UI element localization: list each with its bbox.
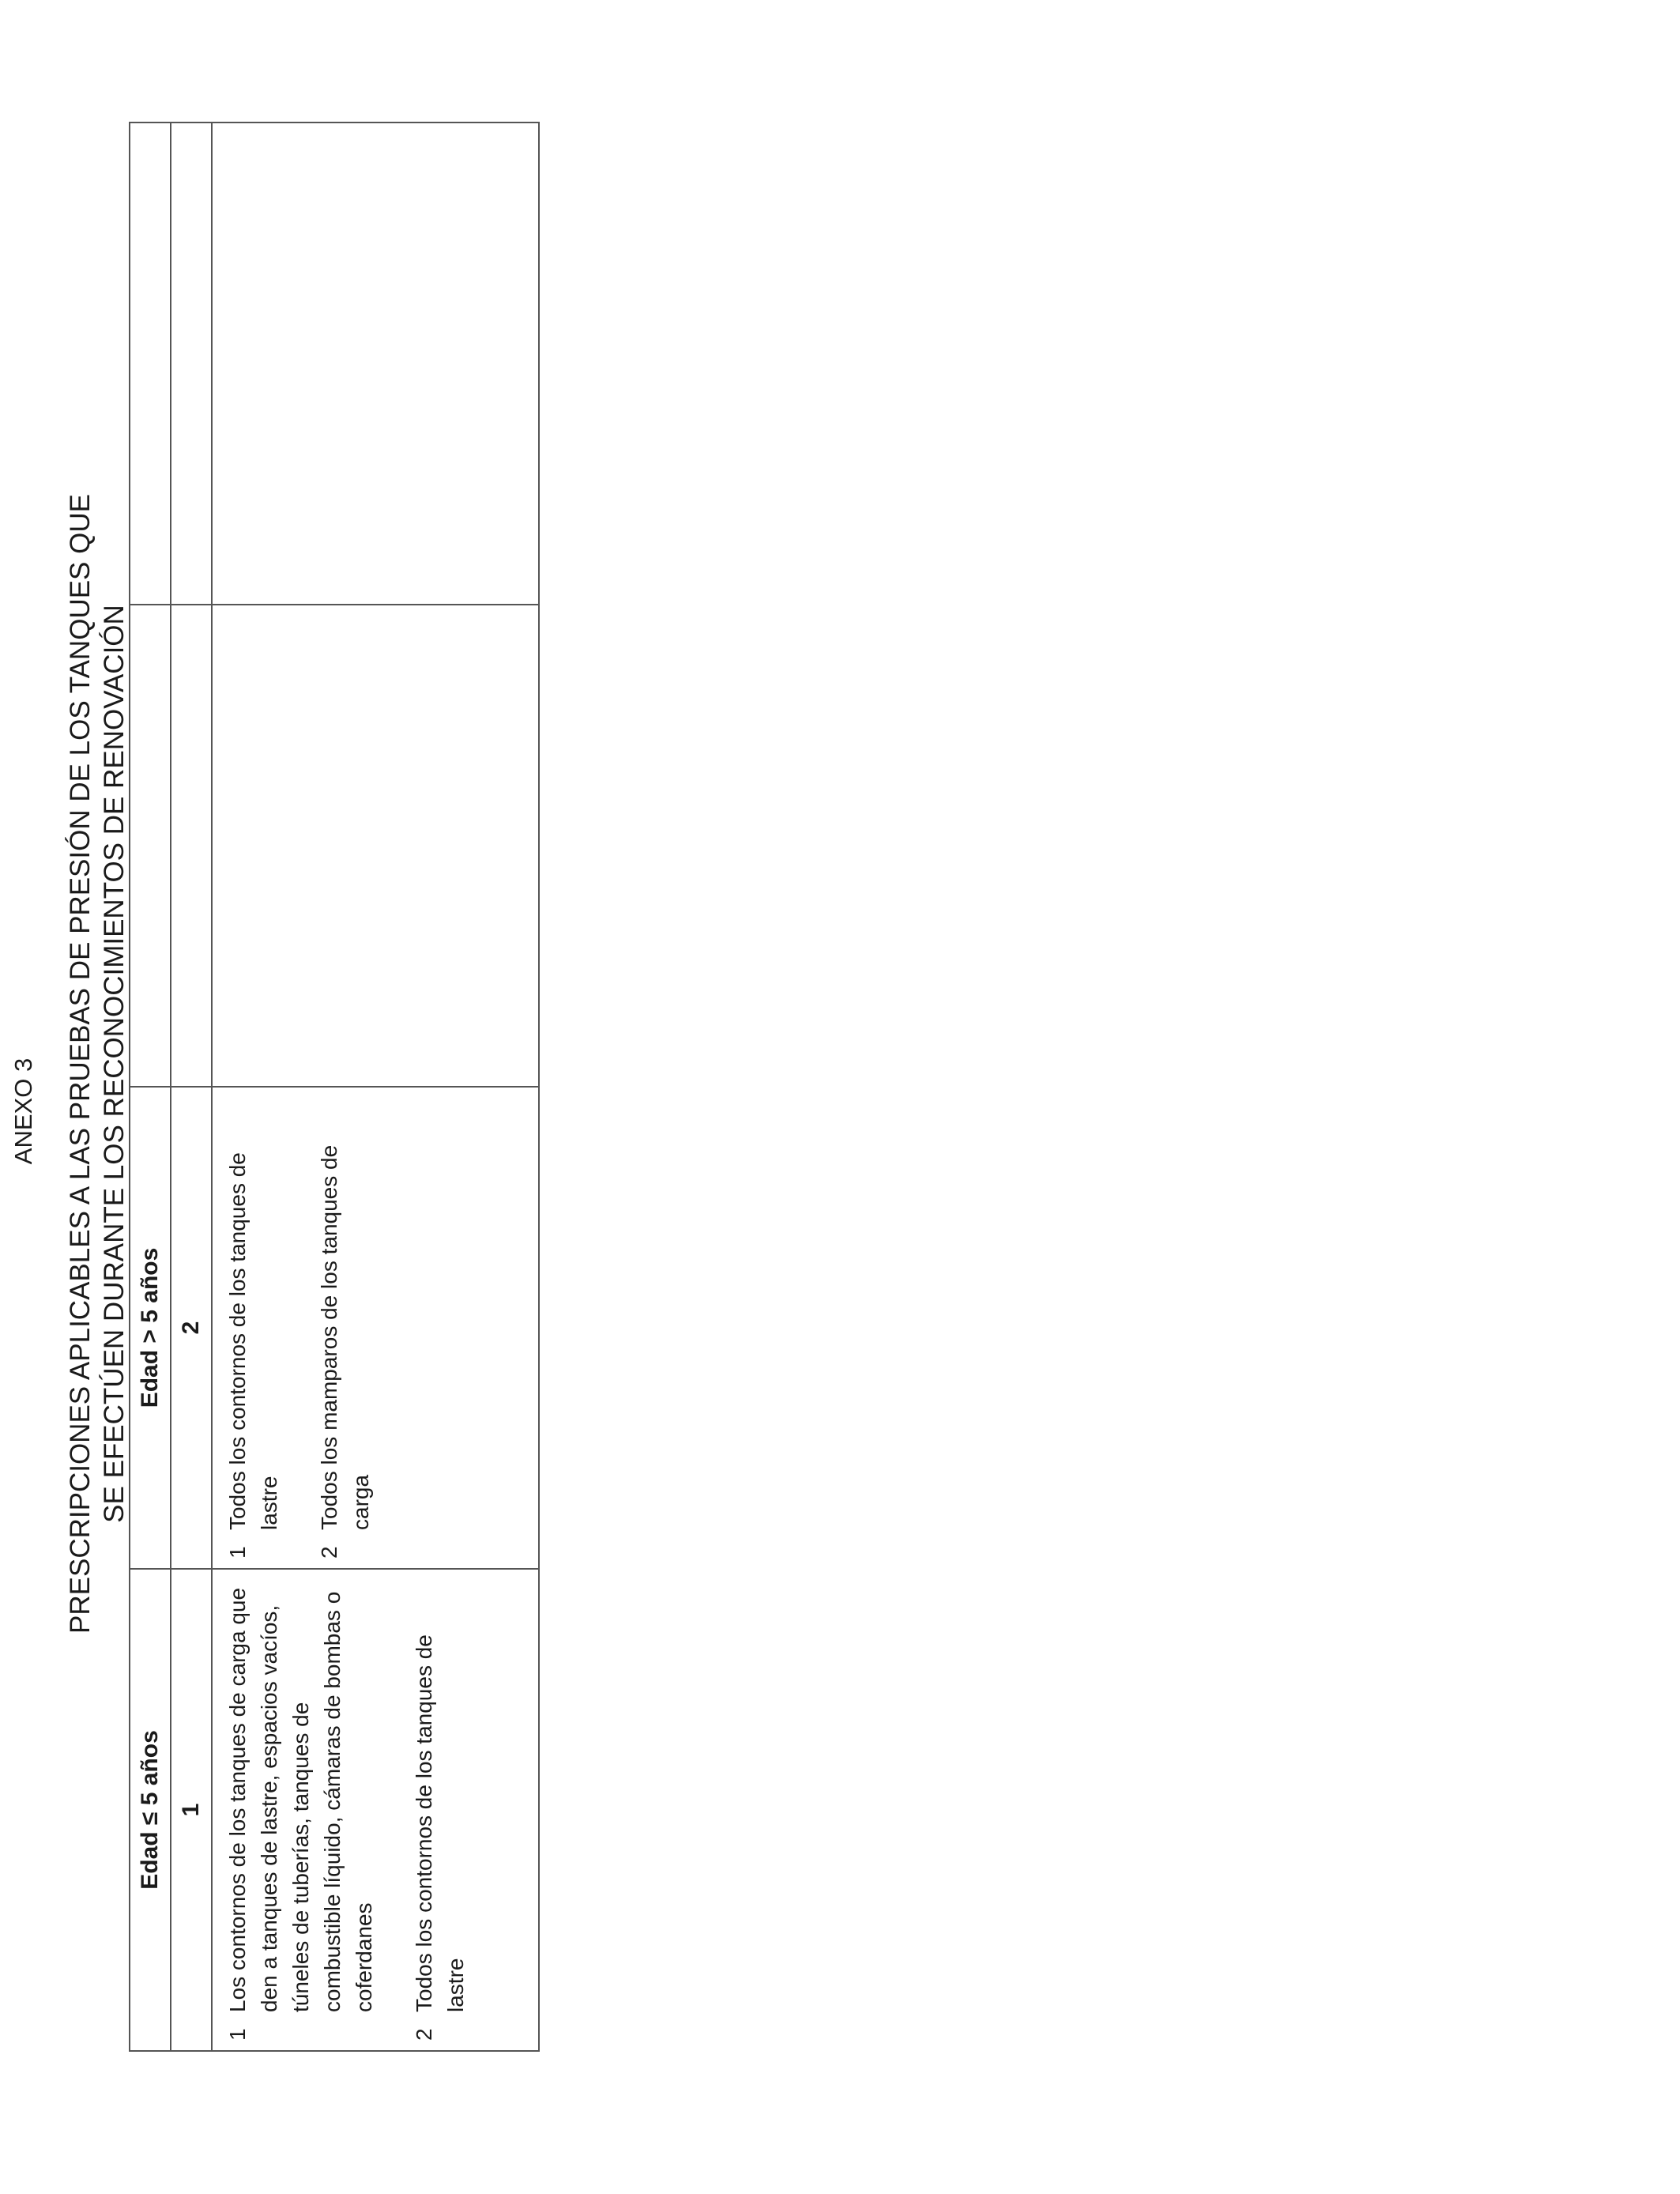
page-title [63, 432, 131, 1696]
table-header-row [130, 123, 171, 2051]
column-header-age-over-5: Edad > 5 años [130, 1087, 171, 1569]
item-text: Todos los mamparos de los tanques de carga [317, 1144, 373, 1530]
column-number-2: 2 [171, 1087, 212, 1569]
item-number: 1 [225, 1546, 250, 1559]
annex-label: ANEXO 3 [9, 1057, 37, 1165]
column-header-age-up-to-5: Edad ≤ 5 años [130, 1569, 171, 2051]
list-item [222, 1579, 380, 2041]
column-3-body [212, 605, 539, 1087]
table-number-row [171, 123, 212, 2051]
table-body-row [212, 123, 539, 2051]
column-number-3 [171, 605, 212, 1087]
item-text: Todos los contornos de los tanques de lastre [412, 1634, 468, 2012]
requirements-table [129, 122, 540, 2052]
list-item [222, 1097, 285, 1559]
column-header-empty-3 [130, 605, 171, 1087]
column-number-4 [171, 123, 212, 605]
column-1-body [212, 1569, 539, 2051]
title-line-1: PRESCRIPCIONES APLICABLES A LAS PRUEBAS DE PRESIÓN DE LOS TANQUES QUE [65, 494, 96, 1634]
title-line-2: SE EFECTÚEN DURANTE LOS RECONOCIMIENTOS DE RENOVACIÓN [99, 605, 130, 1523]
item-text: Los contornos de los tanques de carga que den a tanques de lastre, espacios vacíos, túneles de tuberías, tanques de combustible líquido, cámaras de bombas o coferdanes [225, 1587, 376, 2012]
list-item [314, 1097, 377, 1559]
item-number: 1 [225, 2028, 250, 2041]
item-number: 2 [412, 2028, 436, 2041]
column-number-1: 1 [171, 1569, 212, 2051]
column-4-body [212, 123, 539, 605]
list-item [409, 1579, 472, 2041]
column-2-body [212, 1087, 539, 1569]
item-text: Todos los contornos de los tanques de lastre [225, 1152, 281, 1530]
item-number: 2 [317, 1546, 341, 1559]
column-header-empty-4 [130, 123, 171, 605]
